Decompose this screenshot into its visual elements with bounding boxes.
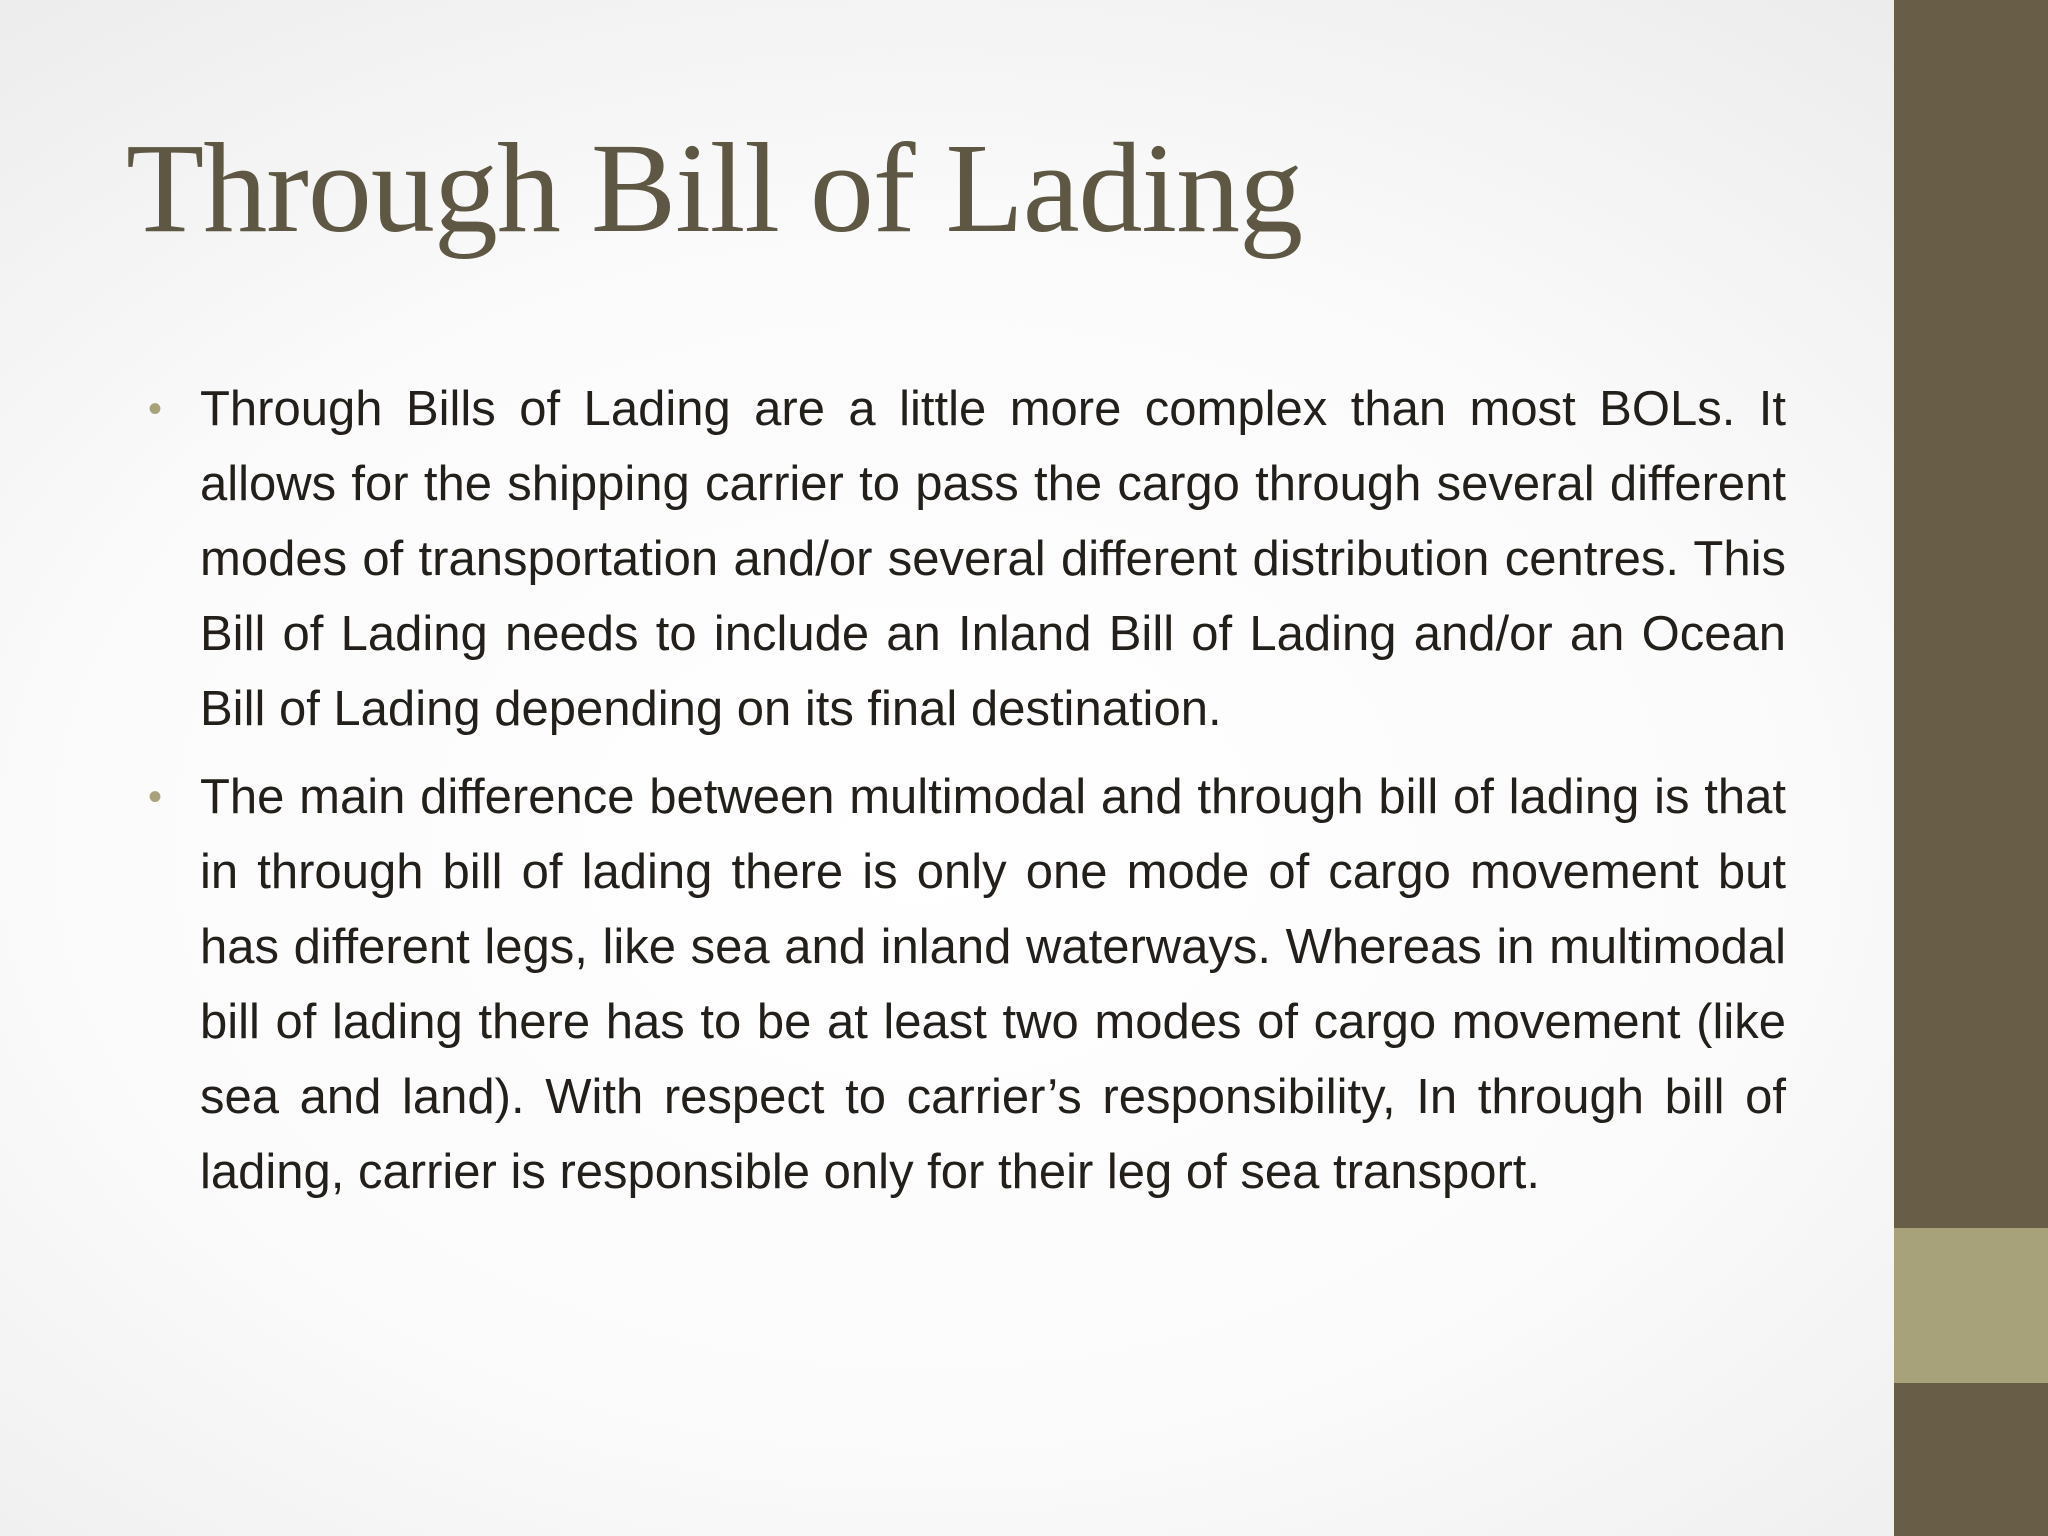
bullet-item — [148, 372, 1786, 747]
bullet-text: The main difference between multimodal and through bill of lading is that in through bill of lading there is only one mode of cargo movement but has different legs, like sea and inland waterways. Whereas in multimodal bill of lading there has to be at least two modes of cargo movement (like sea and land). With respect to carrier’s responsibility, In through bill of lading, carrier is responsible only for their leg of sea transport. — [200, 770, 1786, 1199]
bullet-marker: • — [148, 387, 163, 431]
side-accent-block — [1894, 1228, 2048, 1383]
bullet-item — [148, 760, 1786, 1210]
bullet-marker: • — [148, 775, 163, 819]
bullet-list — [148, 372, 1786, 1223]
bullet-text: Through Bills of Lading are a little more complex than most BOLs. It allows for the shipping carrier to pass the cargo through several different modes of transportation and/or several different distribution centres. This Bill of Lading needs to include an Inland Bill of Lading and/or an Ocean Bill of Lading depending on its final destination. — [200, 382, 1786, 736]
slide-title: Through Bill of Lading — [126, 117, 1303, 259]
